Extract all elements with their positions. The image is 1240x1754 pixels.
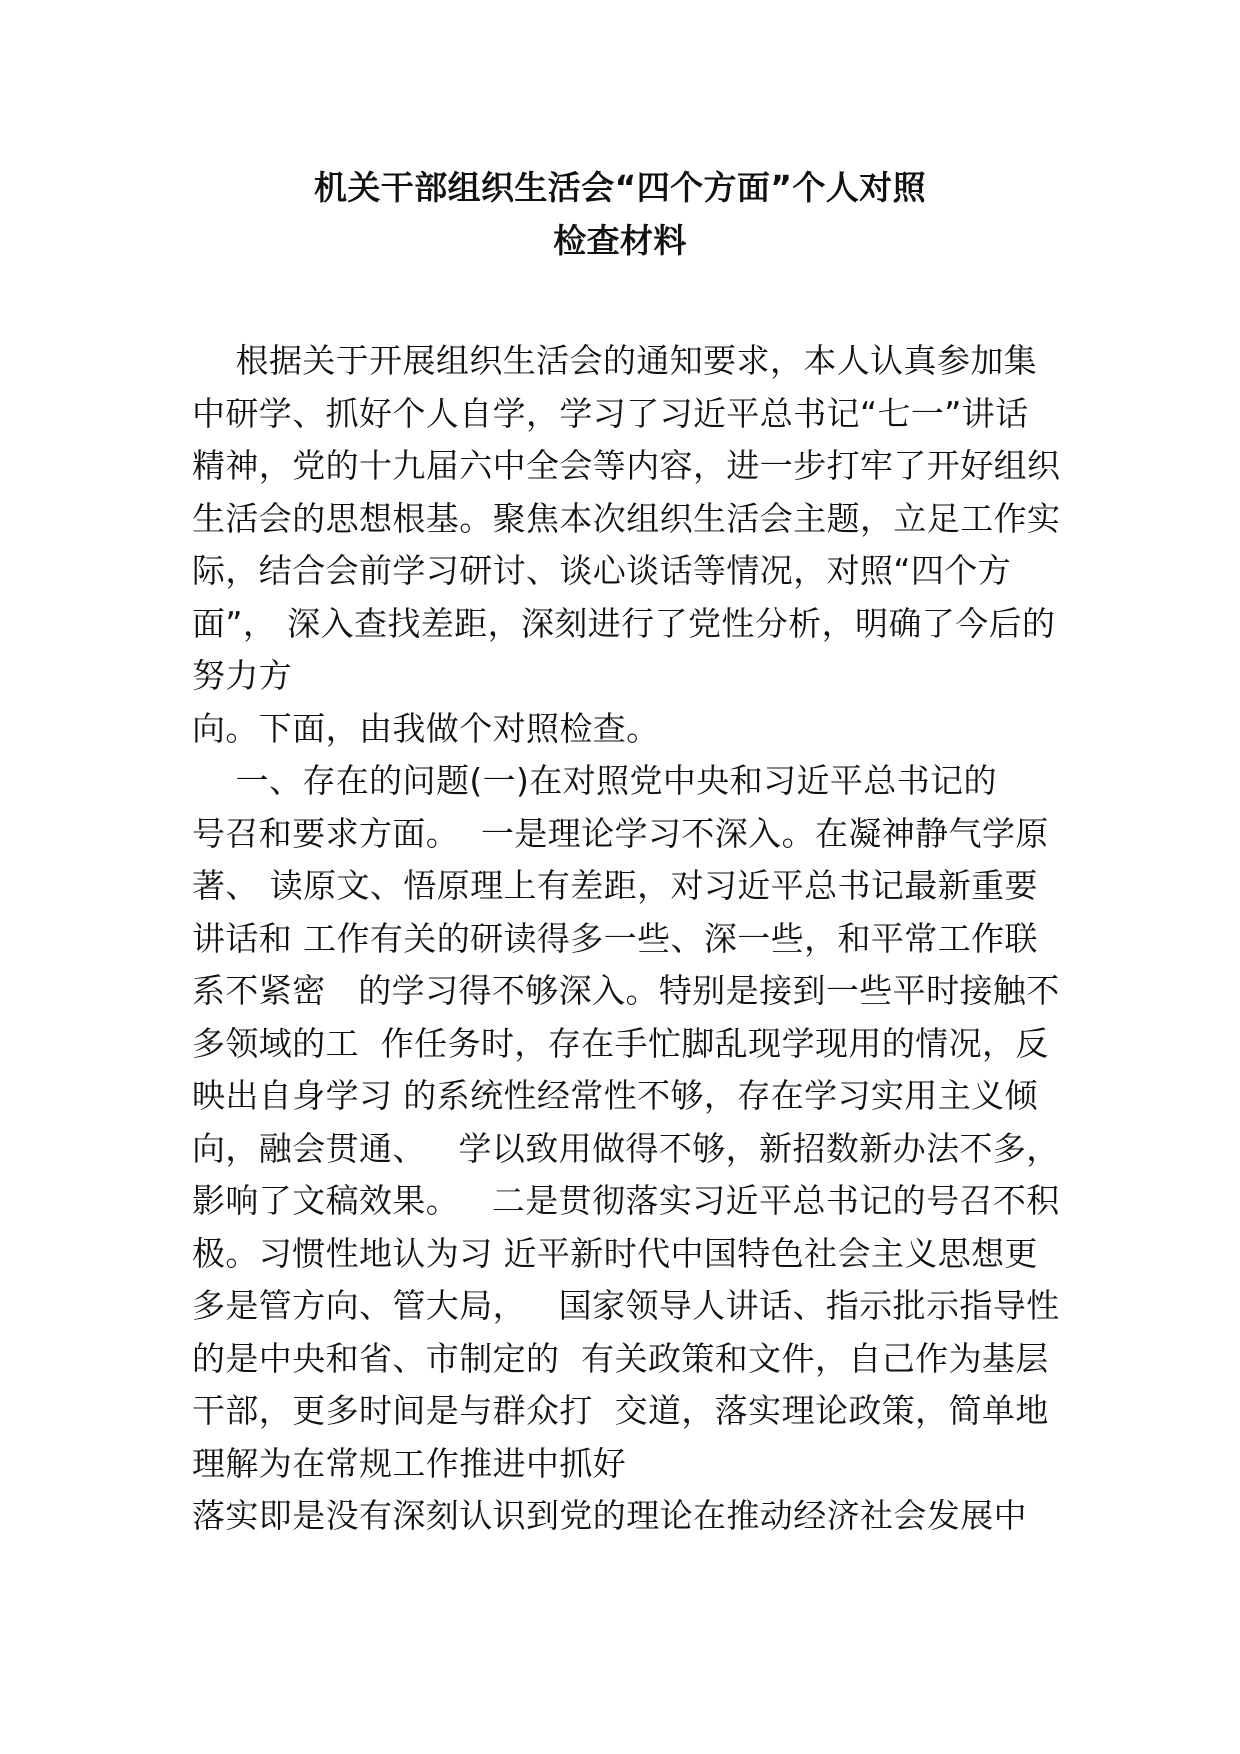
body-line: 多是管方向、管大局， 国家领导人讲话、指示批示指导性 [192,1286,1060,1325]
body-line: 努力方 [192,656,293,695]
body-line: 落实即是没有深刻认识到党的理论在推动经济社会发展中 [192,1496,1027,1535]
body-line: 的是中央和省、市制定的 有关政策和文件，自己作为基层 [192,1338,1049,1378]
body-line: 精神，党的十九届六中全会等内容，进一步打牢了开好组织 [192,446,1061,485]
body-line: 际，结合会前学习研讨、谈心谈话等情况，对照“四个方 [192,551,1012,590]
body-line: 影响了文稿效果。 二是贯彻落实习近平总书记的号召不积 [192,1181,1060,1220]
body-line: 生活会的思想根基。聚焦本次组织生活会主题，立足工作实 [192,498,1061,538]
body-line: 向。下面，由我做个对照检查。 [192,708,660,748]
body-line: 干部，更多时间是与群众打 交道，落实理论政策，简单地 [192,1391,1049,1430]
body-line: 一、存在的问题(一)在对照党中央和习近平总书记的 [192,761,997,800]
body-line: 著、 读原文、悟原理上有差距，对习近平总书记最新重要 [192,866,1038,905]
document-title [150,162,1090,267]
document-body [192,335,1072,1543]
body-line: 讲话和 工作有关的研读得多一些、深一些，和平常工作联 [192,918,1038,958]
body-line: 向，融会贯通、 学以致用做得不够，新招数新办法不多， [192,1128,1060,1168]
title-line: 机关干部组织生活会“四个方面”个人对照 [314,168,926,207]
body-line: 系不紧密 的学习得不够深入。特别是接到一些平时接触不 [192,971,1060,1010]
body-line: 根据关于开展组织生活会的通知要求，本人认真参加集 [192,341,1038,380]
body-line: 中研学、抓好个人自学，学习了习近平总书记“七一”讲话 [192,393,1029,433]
body-line: 多领域的工 作任务时，存在手忙脚乱现学现用的情况，反 [192,1023,1049,1063]
body-line: 映出自身学习 的系统性经常性不够，存在学习实用主义倾 [192,1076,1038,1115]
body-line: 极。习惯性地认为习 近平新时代中国特色社会主义思想更 [192,1233,1038,1273]
body-line: 号召和要求方面。 一是理论学习不深入。在凝神静气学原 [192,813,1049,853]
title-line: 检查材料 [553,220,687,260]
body-line: 理解为在常规工作推进中抓好 [192,1443,627,1483]
body-line: 面”， 深入查找差距，深刻进行了党性分析，明确了今后的 [192,603,1056,643]
